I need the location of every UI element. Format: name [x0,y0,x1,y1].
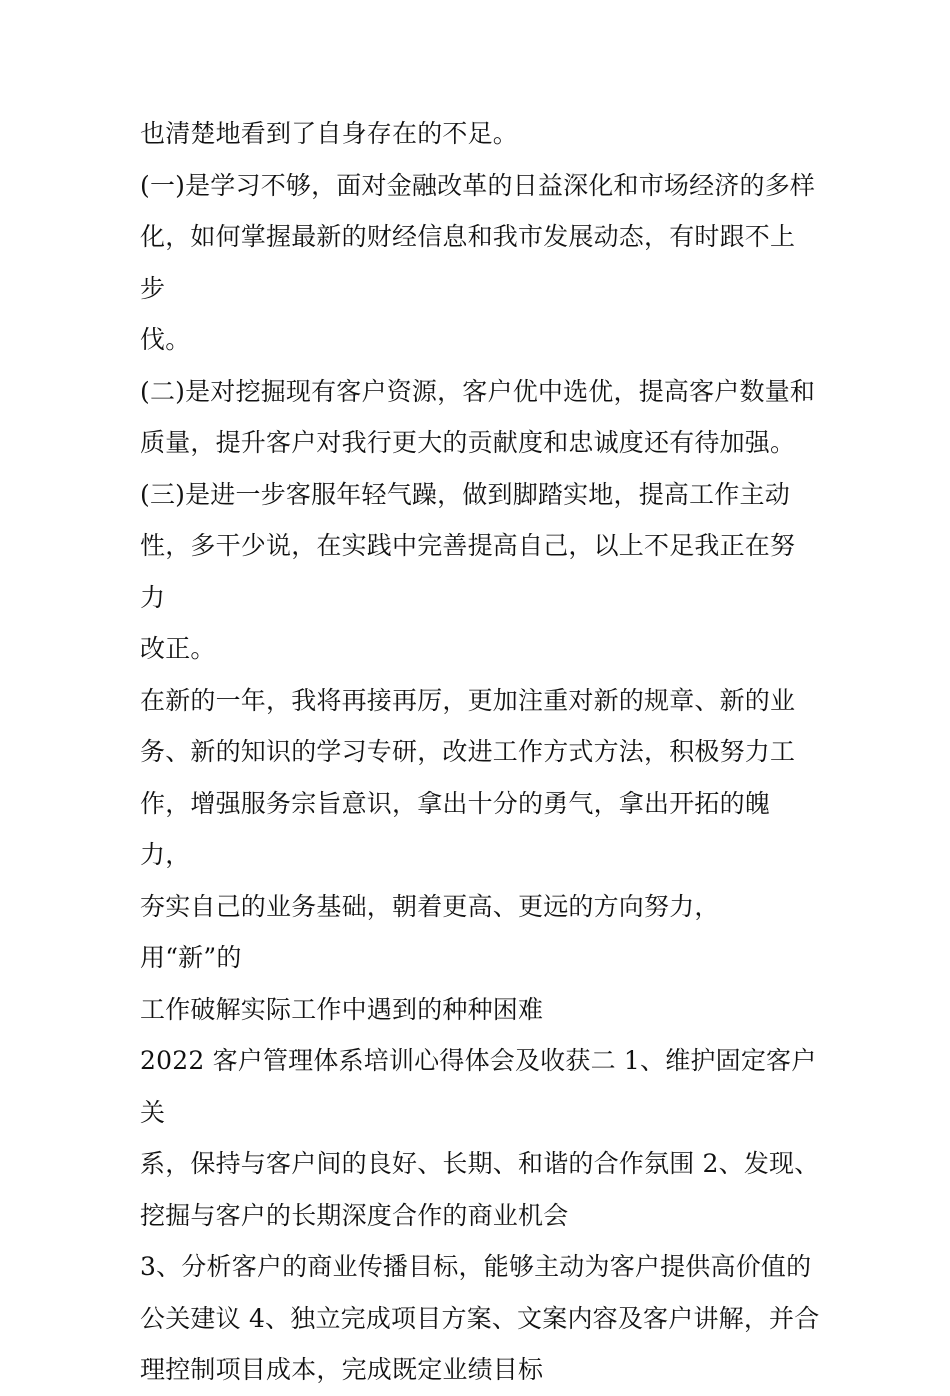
paragraph-intro: 也清楚地看到了自身存在的不足。 [140,119,519,148]
paragraph-training-items: 3、分析客户的商业传播目标，能够主动为客户提供高价值的 公关建议 4、独立完成项目方案、文案内容及客户讲解，并合 理控制项目成本，完成既定业绩目标 [140,1252,820,1384]
paragraph-training-part-2: 2022 客户管理体系培训心得体会及收获二 1、维护固定客户关 系，保持与客户间的良好、长期、和谐的合作氛围 2、发现、 挖掘与客户的长期深度合作的商业机会 [140,1046,820,1230]
paragraph-shortcoming-3: (三)是进一步客服年轻气躁，做到脚踏实地，提高工作主动 性，多干少说，在实践中完善提高自己，以上不足我正在努力 改正。 [140,479,796,663]
document-body [140,108,820,1396]
paragraph-new-year-plan: 在新的一年，我将再接再厉，更加注重对新的规章、新的业 务、新的知识的学习专研，改进工作方式方法，积极努力工 作，增强服务宗旨意识，拿出十分的勇气，拿出开拓的魄力， 夯实自己的业务基础，朝着更高、更远的方向努力，用“新”的 工作破解实际工作中遇到的种种困难 [140,685,796,1024]
paragraph-shortcoming-1: (一)是学习不够，面对金融改革的日益深化和市场经济的多样 化，如何掌握最新的财经信息和我市发展动态，有时跟不上步 伐。 [140,170,816,354]
paragraph-shortcoming-2: (二)是对挖掘现有客户资源，客户优中选优，提高客户数量和 质量，提升客户对我行更大的贡献度和忠诚度还有待加强。 [140,376,816,457]
